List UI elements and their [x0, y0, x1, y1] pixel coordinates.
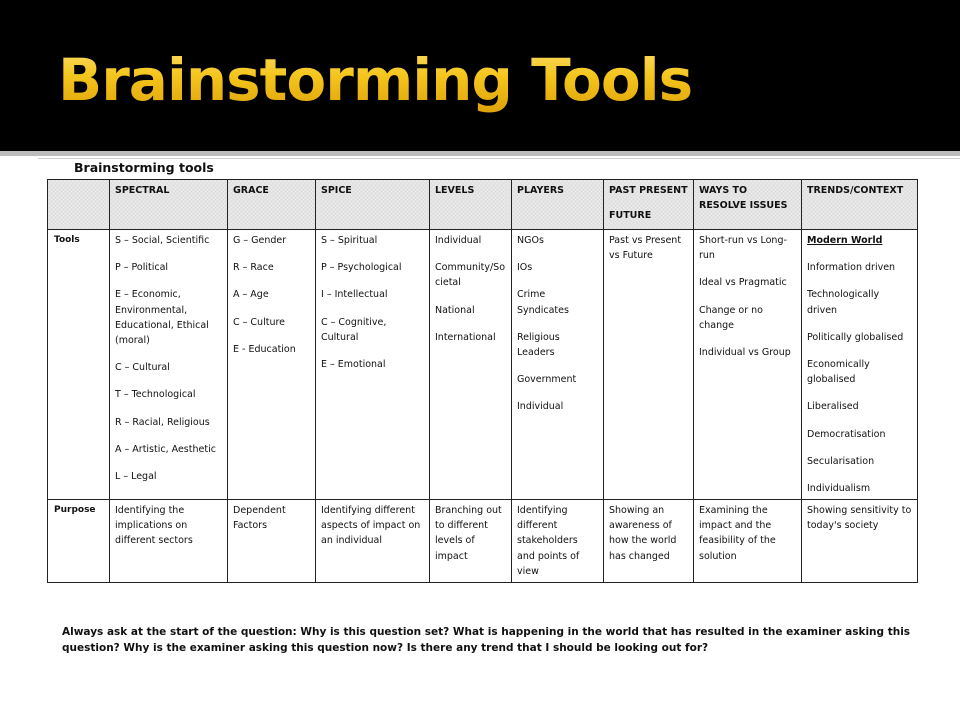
- list-item: G – Gender: [233, 235, 287, 246]
- cell-purpose-players: Identifying different stakeholders and points of view: [512, 500, 604, 583]
- list-item: Politically globalised: [807, 331, 904, 343]
- cell-purpose-spice: Identifying different aspects of impact on an individual: [316, 500, 430, 583]
- list-item: Individual: [435, 235, 482, 246]
- list-item: Secularisation: [807, 455, 875, 467]
- list-item: Ideal vs Pragmatic: [699, 277, 787, 289]
- list-item: National: [435, 304, 475, 316]
- list-item: C – Culture: [233, 316, 286, 328]
- cell-purpose-trends: Showing sensitivity to today's society: [802, 500, 918, 583]
- list-item: Short-run vs Long-run: [699, 235, 787, 262]
- cell-tools-past-present: [604, 230, 694, 500]
- list-item: C – Cultural: [115, 362, 170, 374]
- list-item: I – Intellectual: [321, 289, 388, 301]
- footer-note: Always ask at the start of the question: Why is this question set? What is happening in the world that has resulted in the examiner asking this question? Why is the examiner asking this question now? Is there any trend that I should be looking out for?: [62, 626, 911, 654]
- cell-purpose-levels: Branching out to different levels of impact: [430, 500, 512, 583]
- document-title: Brainstorming tools: [74, 160, 214, 175]
- cell-tools-spectral: [110, 230, 228, 500]
- cell-purpose-grace: Dependent Factors: [228, 500, 316, 583]
- header-ways: WAYS TO RESOLVE ISSUES: [694, 180, 802, 230]
- header-corner: [48, 180, 110, 230]
- list-item: A – Age: [233, 289, 269, 301]
- list-item: R – Racial, Religious: [115, 416, 210, 428]
- list-item: T – Technological: [115, 389, 196, 401]
- header-spectral: SPECTRAL: [110, 180, 228, 230]
- list-item: Change or no change: [699, 304, 763, 331]
- list-item: Liberalised: [807, 401, 859, 413]
- table-header-row: [48, 180, 918, 230]
- cell-tools-players: [512, 230, 604, 500]
- header-grace: GRACE: [228, 180, 316, 230]
- list-item: Information driven: [807, 262, 896, 274]
- list-item: L – Legal: [115, 470, 157, 482]
- list-item: P – Psychological: [321, 262, 402, 274]
- cell-tools-grace: [228, 230, 316, 500]
- list-item: Individual: [517, 401, 564, 413]
- cell-purpose-past-present: Showing an awareness of how the world has changed: [604, 500, 694, 583]
- cell-purpose-spectral: Identifying the implications on different sectors: [110, 500, 228, 583]
- list-item: Democratisation: [807, 428, 886, 440]
- header-future-label: FUTURE: [609, 210, 652, 222]
- list-item: NGOs: [517, 235, 544, 246]
- list-item: Religious Leaders: [517, 331, 560, 358]
- list-item: Community/Societal: [435, 262, 506, 289]
- table-row-purpose: [48, 500, 918, 583]
- title-divider: [0, 151, 960, 156]
- header-levels: LEVELS: [430, 180, 512, 230]
- list-item: Economically globalised: [807, 358, 870, 386]
- cell-tools-ways: [694, 230, 802, 500]
- list-item: Government: [517, 374, 577, 386]
- brainstorming-table: [47, 179, 918, 583]
- list-item: IOs: [517, 262, 533, 274]
- cell-tools-levels: [430, 230, 512, 500]
- cell-tools-trends: [802, 230, 918, 500]
- header-trends: TRENDS/CONTEXT: [802, 180, 918, 230]
- trends-heading: Modern World: [807, 235, 883, 246]
- row-label-purpose: Purpose: [48, 500, 110, 583]
- list-item: E – Emotional: [321, 358, 386, 370]
- list-item: E – Economic, Environmental, Educational, Ethical (moral): [115, 289, 209, 346]
- list-item: S – Spiritual: [321, 235, 378, 246]
- list-item: Individualism: [807, 482, 871, 494]
- header-past-present-label: PAST PRESENT: [609, 185, 688, 196]
- title-divider-thin: [38, 158, 960, 159]
- header-past-present: [604, 180, 694, 230]
- slide-title: Brainstorming Tools: [58, 40, 692, 120]
- list-item: S – Social, Scientific: [115, 235, 210, 246]
- list-item: E - Education: [233, 343, 296, 355]
- list-item: International: [435, 331, 496, 343]
- list-item: Technologically driven: [807, 289, 880, 316]
- list-item: C – Cognitive, Cultural: [321, 316, 387, 343]
- list-item: A – Artistic, Aesthetic: [115, 443, 216, 455]
- list-item: R – Race: [233, 262, 274, 274]
- header-players: PLAYERS: [512, 180, 604, 230]
- table-row-tools: [48, 230, 918, 500]
- list-item: Individual vs Group: [699, 346, 791, 358]
- header-spice: SPICE: [316, 180, 430, 230]
- list-item: Crime Syndicates: [517, 289, 569, 316]
- cell-tools-spice: [316, 230, 430, 500]
- list-item: Past vs Present vs Future: [609, 235, 682, 262]
- cell-purpose-ways: Examining the impact and the feasibility of the solution: [694, 500, 802, 583]
- row-label-tools: Tools: [48, 230, 110, 500]
- list-item: P – Political: [115, 262, 169, 274]
